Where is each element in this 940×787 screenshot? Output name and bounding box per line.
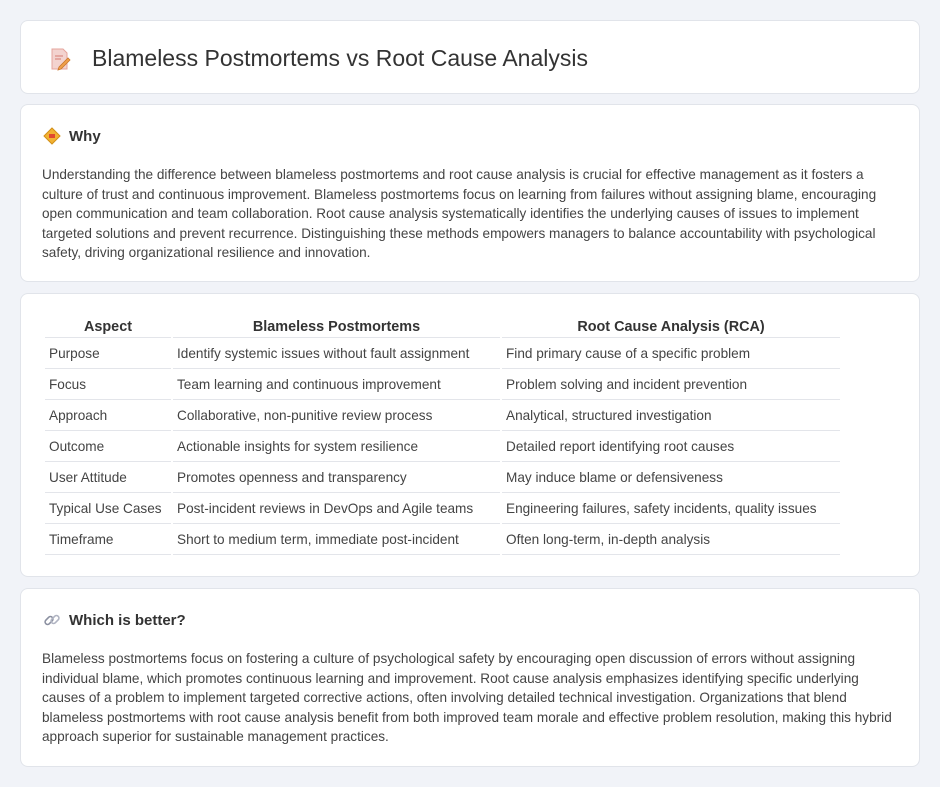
cell-rca: Detailed report identifying root causes: [502, 431, 840, 462]
header-rca: Root Cause Analysis (RCA): [502, 316, 840, 338]
table-row: [45, 493, 840, 524]
document-pencil-icon: [49, 47, 71, 71]
why-card: [20, 104, 920, 282]
why-title: Why: [69, 127, 101, 145]
better-card: [20, 588, 920, 767]
better-text: Blameless postmortems focus on fostering a culture of psychological safety by encouraging open discussion of errors without assigning individual blame, which promotes continuous learning and improvement. Root cause analysis emphasizes identifying specific underlying causes of a problem to implement targeted corrective actions, often involving detailed technical investigation. Organizations that blend blameless postmortems with root cause analysis benefit from both improved team morale and effective problem resolution, making this hybrid approach superior for sustainable management practices.: [42, 651, 892, 745]
cell-aspect: Timeframe: [45, 524, 171, 555]
table-row: [45, 524, 840, 555]
cell-blameless: Promotes openness and transparency: [173, 462, 500, 493]
cell-blameless: Short to medium term, immediate post-incident: [173, 524, 500, 555]
why-heading: [43, 127, 101, 145]
cell-rca: Problem solving and incident prevention: [502, 369, 840, 400]
link-icon: [43, 611, 61, 629]
comparison-card: [20, 293, 920, 577]
cell-blameless: Actionable insights for system resilience: [173, 431, 500, 462]
cell-rca: Engineering failures, safety incidents, quality issues: [502, 493, 840, 524]
header-blameless: Blameless Postmortems: [173, 316, 500, 338]
cell-aspect: Approach: [45, 400, 171, 431]
cell-rca: Analytical, structured investigation: [502, 400, 840, 431]
table-row: [45, 400, 840, 431]
cell-aspect: Focus: [45, 369, 171, 400]
cell-rca: Find primary cause of a specific problem: [502, 338, 840, 369]
cell-rca: May induce blame or defensiveness: [502, 462, 840, 493]
page-title: Blameless Postmortems vs Root Cause Analysis: [92, 45, 588, 71]
cell-blameless: Collaborative, non-punitive review process: [173, 400, 500, 431]
table-row: [45, 431, 840, 462]
cell-aspect: Typical Use Cases: [45, 493, 171, 524]
table-row: [45, 462, 840, 493]
table-row: [45, 338, 840, 369]
cell-blameless: Post-incident reviews in DevOps and Agile teams: [173, 493, 500, 524]
cell-aspect: Purpose: [45, 338, 171, 369]
better-title: Which is better?: [69, 611, 186, 629]
table-header-row: [45, 316, 840, 338]
cell-aspect: User Attitude: [45, 462, 171, 493]
why-text: Understanding the difference between blameless postmortems and root cause analysis is crucial for effective management as it fosters a culture of trust and continuous improvement. Blameless postmortems focus on learning from failures without assigning blame, encouraging open communication and team collaboration. Root cause analysis systematically identifies the underlying causes of issues to implement targeted solutions and prevent recurrence. Distinguishing these methods empowers managers to balance accountability with psychological safety, driving organizational resilience and innovation.: [42, 167, 877, 261]
diamond-warning-icon: [43, 127, 61, 145]
comparison-table: [43, 316, 842, 555]
cell-rca: Often long-term, in-depth analysis: [502, 524, 840, 555]
header-card: [20, 20, 920, 94]
cell-blameless: Identify systemic issues without fault assignment: [173, 338, 500, 369]
header-aspect: Aspect: [45, 316, 171, 338]
table-row: [45, 369, 840, 400]
better-heading: [43, 611, 186, 629]
cell-blameless: Team learning and continuous improvement: [173, 369, 500, 400]
cell-aspect: Outcome: [45, 431, 171, 462]
